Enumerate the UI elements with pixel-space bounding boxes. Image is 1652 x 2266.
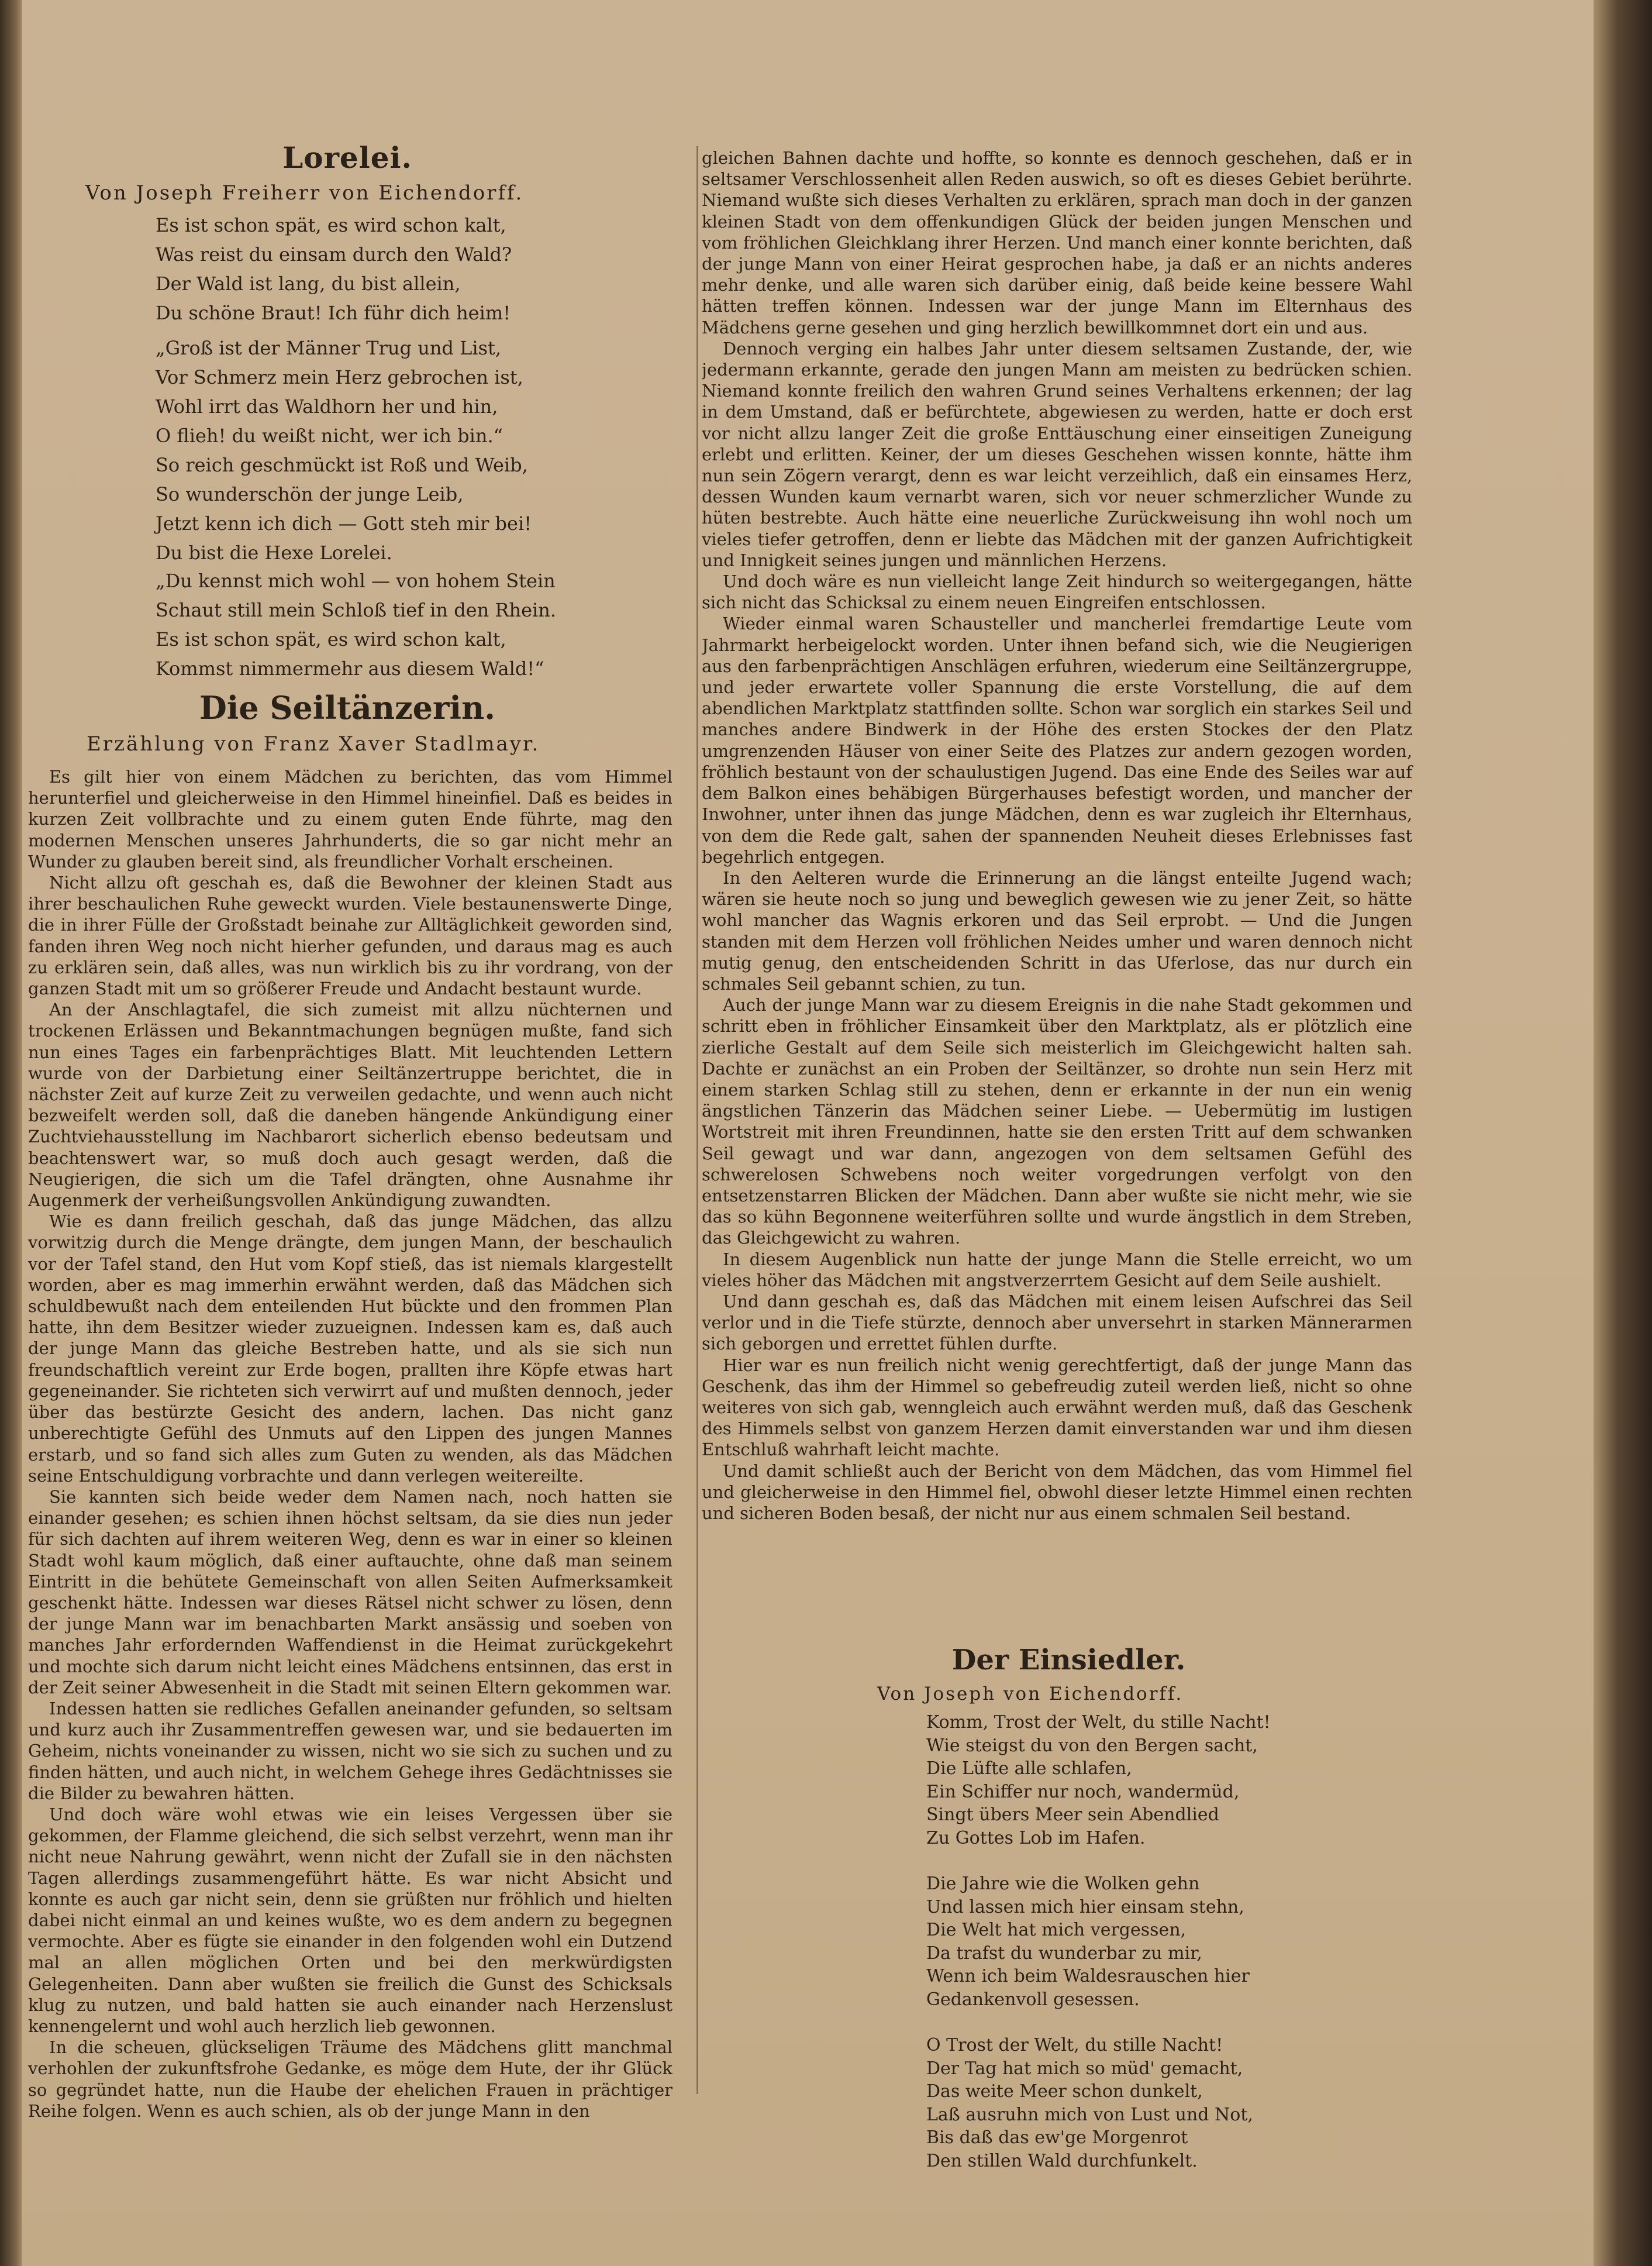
story-paragraph: Und damit schließt auch der Bericht von dem Mädchen, das vom Himmel fiel und gleicherweise in den Himmel fiel, obwohl dieser letzte Himmel einen rechten und sicheren Boden besaß, der nicht nur aus einem schmalen Seil bestand. [702,1461,1412,1523]
story-paragraph: Es gilt hier von einem Mädchen zu berichten, das vom Himmel herunterfiel und gleicherweise in den Himmel hineinfiel. Daß es beides in kurzen Zeit vollbrachte und zu einem guten Ende führte, mag den modernen Menschen unseres Jahrhunderts, die so gar nicht mehr an Wunder zu glauben bereit sind, als freundlicher Vorhalt erscheinen. [28,767,672,872]
column-divider [696,146,698,2094]
verse-line: Was reist du einsam durch den Wald? [156,243,512,266]
verse-line: Und lassen mich hier einsam stehn, [926,1896,1244,1917]
verse-line: Jetzt kenn ich dich — Gott steh mir bei! [156,512,532,535]
poem-title-einsiedler: Der Einsiedler. [951,1644,1186,1676]
story-paragraph: Sie kannten sich beide weder dem Namen nach, noch hatten sie einander gesehen; es schien ihnen höchst seltsam, da sie dies nun jeder für sich dachten auf ihrem weiteren Weg, denn es war in einer so kleinen Stadt wohl kaum möglich, daß einer auftauchte, ohne daß man seinem Eintritt in die behütete Gemeinschaft von allen Seiten Aufmerksamkeit geschenkt hätte. Indessen war dieses Rätsel nicht schwer zu lösen, denn der junge Mann war im benachbarten Markt ansässig und soeben von manches Jahr erfordernden Waffendienst in die Heimat zurückgekehrt und mochte sich darum nicht leicht eines Mädchens entsinnen, das erst in der Zeit seiner Abwesenheit in die Stadt mit seinen Eltern gekommen war. [28,1486,672,1697]
verse-line: Es ist schon spät, es wird schon kalt, [156,214,506,236]
book-spine-shadow [0,0,22,2266]
verse-line: Der Tag hat mich so müd' gemacht, [926,2058,1243,2079]
verse-line: Singt übers Meer sein Abendlied [926,1804,1219,1825]
verse-line: Gedankenvoll gesessen. [926,1989,1140,2010]
story-text-left [28,766,672,2122]
verse-line: Da trafst du wunderbar zu mir, [926,1943,1202,1964]
poem-author-loreley: Von Joseph Freiherr von Eichendorff. [85,181,524,205]
verse-line: Schaut still mein Schloß tief in den Rhein. [156,599,557,621]
loreley-stanza-4 [156,566,556,683]
verse-line: Wenn ich beim Waldesrauschen hier [926,1966,1250,1986]
story-paragraph: Indessen hatten sie redliches Gefallen aneinander gefunden, so seltsam und kurz auch ihr Zusammentreffen gewesen war, und sie bedauerten im Geheim, nichts voneinander zu wissen, nicht wo sie sich zu suchen und zu finden hätten, und auch nicht, in welchem Gehege ihres Gedächtnisses sie die Bilder zu bewahren hätten. [28,1698,672,1803]
story-paragraph: Auch der junge Mann war zu diesem Ereignis in die nahe Stadt gekommen und schritt eben in fröhlicher Einsamkeit über den Marktplatz, als er plötzlich eine zierliche Gestalt auf dem Seile sich meisterlich im Gleichgewicht halten sah. Dachte er zunächst an ein Proben der Seiltänzer, so drohte nun sein Herz mit einem starken Schlag still zu stehen, denn er erkannte in der nun ein wenig ängstlichen Tänzerin das Mädchen seiner Liebe. — Uebermütig im lustigen Wortstreit mit ihren Freundinnen, hatte sie den ersten Tritt auf dem schwanken Seil gewagt und war dann, angezogen von dem seltsamen Gefühl des schwerelosen Schwebens noch weiter vorgedrungen verfolgt von den entsetzenstarren Blicken der Mädchen. Dann aber wußte sie nicht mehr, wie sie das so kühn Begonnene weiterführen sollte und wurde ängstlich in dem Streben, das Gleichgewicht zu wahren. [702,995,1412,1248]
einsiedler-poem [926,1711,1271,2195]
verse-line: Komm, Trost der Welt, du stille Nacht! [926,1712,1271,1733]
loreley-stanza-2 [156,333,523,450]
story-author: Erzählung von Franz Xaver Stadlmayr. [87,732,540,756]
verse-line: Die Lüfte alle schlafen, [926,1758,1132,1779]
story-paragraph: gleichen Bahnen dachte und hoffte, so konnte es dennoch geschehen, daß er in seltsamer Verschlossenheit allen Reden auswich, so oft es dieses Gebiet berührte. Niemand wußte sich dieses Verhalten zu erklären, sprach man doch in der ganzen kleinen Stadt von dem offenkundigen Glück der beiden jungen Menschen und vom fröhlichen Gleichklang ihrer Herzen. Und manch einer konnte berichten, daß der junge Mann von einer Heirat gesprochen habe, ja daß er an nichts anderes mehr denke, und alle waren sich darüber einig, daß beide keine bessere Wahl hätten treffen können. Indessen war der junge Mann im Elternhaus des Mädchens gerne gesehen und ging herzlich bewillkommnet dort ein und aus. [702,148,1412,338]
story-paragraph: Dennoch verging ein halbes Jahr unter diesem seltsamen Zustande, der, wie jedermann erkannte, gerade den jungen Mann am meisten zu bedrücken schien. Niemand konnte freilich den wahren Grund seines Verhaltens erkennen; der lag in dem Umstand, daß er befürchtete, abgewiesen zu werden, hatte er doch erst vor nicht allzu langer Zeit die große Enttäuschung einer einseitigen Zuneigung erlebt und erlitten. Keiner, der um dieses Geschehen wissen konnte, hätte ihm nun sein Zögern verargt, denn es war leicht verzeihlich, daß ein einsames Herz, dessen Wunden kaum vernarbt waren, sich vor neuer schmerzlicher Wunde zu hüten bestrebte. Auch hätte eine neuerliche Zurückweisung ihn wohl noch um vieles tiefer getroffen, denn er liebte das Mädchen mit der ganzen Aufrichtigkeit und Innigkeit seines jungen und männlichen Herzens. [702,338,1412,570]
verse-line: Wie steigst du von den Bergen sacht, [926,1735,1258,1756]
poem-title-loreley: Lorelei. [282,140,412,175]
einsiedler-stanza-3 [926,2034,1271,2172]
verse-line: Du schöne Braut! Ich führ dich heim! [156,302,511,324]
story-paragraph: An der Anschlagtafel, die sich zumeist mit allzu nüchternen und trockenen Erlässen und Bekanntmachungen begnügen mußte, fand sich nun eines Tages ein farbenprächtiges Blatt. Mit leuchtenden Lettern wurde von der Darbietung einer Seiltänzertruppe berichtet, die in nächster Zeit auf kurze Zeit zu verweilen gedachte, und wenn auch nicht bezweifelt werden soll, daß die daneben hängende Ankündigung einer Zuchtviehausstellung im Nachbarort sicherlich ebenso bedeutsam und beachtenswert war, so muß doch auch gesagt werden, daß die Neugierigen, die sich um die Tafel drängten, ohne Ausnahme ihr Augenmerk der verheißungsvollen Ankündigung zuwandten. [28,1000,672,1211]
verse-line: Das weite Meer schon dunkelt, [926,2081,1203,2102]
story-paragraph: Hier war es nun freilich nicht wenig gerechtfertigt, daß der junge Mann das Geschenk, das ihm der Himmel so gebefreudig zuteil werden ließ, nicht so ohne weiteres von sich gab, wenngleich auch erwähnt werden muß, daß das Geschenk des Himmels selbst von ganzem Herzen damit einverstanden war und ihm diesen Entschluß wahrhaft leicht machte. [702,1355,1412,1460]
story-paragraph: In diesem Augenblick nun hatte der junge Mann die Stelle erreicht, wo um vieles höher das Mädchen mit angstverzerrtem Gesicht auf dem Seile aushielt. [702,1249,1412,1290]
left-column [22,0,672,2266]
story-paragraph: In die scheuen, glückseligen Träume des Mädchens glitt manchmal verhohlen der zukunftsfrohe Gedanke, es möge dem Hute, der ihr Glück so gegründet hatte, nun die Haube der ehelichen Frauen in prächtiger Reihe folgen. Wenn es auch schien, als ob der junge Mann in den [28,2037,672,2121]
book-edge-shadow [1594,0,1652,2266]
verse-line: Die Jahre wie die Wolken gehn [926,1874,1200,1894]
verse-line: Den stillen Wald durchfunkelt. [926,2150,1198,2171]
verse-line: So wunderschön der junge Leib, [156,483,464,505]
verse-line: Vor Schmerz mein Herz gebrochen ist, [156,366,523,388]
verse-line: Du bist die Hexe Lorelei. [156,542,392,564]
story-paragraph: Wie es dann freilich geschah, daß das junge Mädchen, das allzu vorwitzig durch die Menge drängte, dem jungen Mann, der beschaulich vor der Tafel stand, den Hut vom Kopf stieß, das ist niemals klargestellt worden, aber es mag immerhin erwähnt werden, daß das Mädchen sich schuldbewußt nach dem enteilenden Hut bückte und den frommen Plan hatte, ihn dem Besitzer wieder zuzueignen. Indessen kam es, daß auch der junge Mann das gleiche Bestreben hatte, und als sie sich nun freundschaftlich vereint zur Erde bogen, prallten ihre Köpfe etwas hart gegeneinander. Sie richteten sich verwirrt auf und mußten dennoch, jeder über das bestürzte Gesicht des andern, lachen. Das nicht ganz unberechtigte Gefühl des Unmuts auf den Lippen des jungen Mannes erstarb, und so fand sich alles zum Guten zu wenden, als das Mädchen seine Entschuldigung vorbrachte und dann verlegen weitereilte. [28,1211,672,1486]
verse-line: Es ist schon spät, es wird schon kalt, [156,628,506,650]
story-paragraph: Und doch wäre es nun vielleicht lange Zeit hindurch so weitergegangen, hätte sich nicht das Schicksal zu einem neuen Eingreifen entschlossen. [702,571,1412,613]
verse-line: Bis daß das ew'ge Morgenrot [926,2127,1188,2148]
verse-line: Laß ausruhn mich von Lust und Not, [926,2104,1253,2125]
story-paragraph: Nicht allzu oft geschah es, daß die Bewohner der kleinen Stadt aus ihrer beschaulichen Ruhe geweckt wurden. Viele bestaunenswerte Dinge, die in ihrer Fülle der Großstadt beinahe zur Alltäglichkeit geworden sind, fanden ihren Weg noch nicht hierher gefunden, und daraus mag es auch zu erklären sein, daß alles, was nun wirklich bis zu ihr vordrang, von der ganzen Stadt mit um so größerer Freude und Andacht bestaunt wurde. [28,873,672,999]
story-paragraph: Wieder einmal waren Schausteller und mancherlei fremdartige Leute vom Jahrmarkt herbeigelockt worden. Unter ihnen befand sich, wie die Neugierigen aus den farbenprächtigen Anschlägen erfuhren, wiederum eine Seiltänzergruppe, und jeder erwartete voller Spannung die erste Vorstellung, die auf dem abendlichen Marktplatz stattfinden sollte. Schon war sorglich ein starkes Seil und manches andere Bindwerk in der Höhe des ersten Stockes der den Platz umgrenzenden Häuser von einer Seite des Platzes zur andern gezogen worden, fröhlich bestaunt von der schaulustigen Jugend. Das eine Ende des Seiles war auf dem Balkon eines behäbigen Bürgerhauses befestigt worden, und mancher der Inwohner, unter ihnen das junge Mädchen, denn es war zugleich ihr Elternhaus, von dem die Rede galt, sahen der spannenden Neuheit dieses Erlebnisses fast begehrlich entgegen. [702,614,1412,867]
verse-line: O flieh! du weißt nicht, wer ich bin.“ [156,425,503,447]
loreley-stanza-3 [156,450,532,567]
verse-line: So reich geschmückt ist Roß und Weib, [156,454,528,476]
story-title: Die Seiltänzerin. [199,689,496,726]
loreley-stanza-1 [156,211,512,328]
right-column [702,0,1436,2266]
verse-line: Wohl irrt das Waldhorn her und hin, [156,395,498,418]
story-paragraph: Und dann geschah es, daß das Mädchen mit einem leisen Aufschrei das Seil verlor und in die Tiefe stürzte, dennoch aber unversehrt in starken Männerarmen sich geborgen und errettet fühlen durfte. [702,1291,1412,1354]
story-paragraph: In den Aelteren wurde die Erinnerung an die längst enteilte Jugend wach; wären sie heute noch so jung und beweglich gewesen wie zu jener Zeit, so hätte wohl mancher das Wagnis erkoren und das Seil erprobt. — Und die Jungen standen mit dem Herzen voll fröhlichen Neides umher und waren dennoch nicht mutig genug, den entscheidenden Schritt in das Uferlose, das nur durch ein schmales Seil gebannt schien, zu tun. [702,867,1412,994]
verse-line: Ein Schiffer nur noch, wandermüd, [926,1781,1240,1802]
verse-line: Die Welt hat mich vergessen, [926,1920,1187,1940]
poem-author-einsiedler: Von Joseph von Eichendorff. [877,1683,1184,1704]
story-paragraph: Und doch wäre wohl etwas wie ein leises Vergessen über sie gekommen, der Flamme gleichend, die sich selbst verzehrt, wenn man ihr nicht neue Nahrung gewährt, wenn nicht der Zufall sie in den nächsten Tagen allerdings zusammengeführt hätte. Es war nicht Absicht und konnte es auch gar nicht sein, denn sie grüßten nur fröhlich und hielten dabei nicht einmal an und keines wußte, wo es dem andern zu begegnen vermochte. Aber es fügte sie einander in den folgenden wohl ein Dutzend mal an allen möglichen Orten und bei den merkwürdigsten Gelegenheiten. Dann aber wußten sie freilich die Gunst des Schicksals klug zu nutzen, und bald hatten sie auch einander nach Herzenslust kennengelernt und wohl auch herzlich lieb gewonnen. [28,1804,672,2036]
newspaper-page [22,0,1594,2266]
verse-line: „Du kennst mich wohl — von hohem Stein [156,570,556,592]
einsiedler-stanza-2 [926,1872,1271,2011]
verse-line: „Groß ist der Männer Trug und List, [156,337,502,359]
story-text-right [702,147,1412,1524]
verse-line: O Trost der Welt, du stille Nacht! [926,2035,1223,2055]
einsiedler-stanza-1 [926,1711,1271,1850]
verse-line: Der Wald ist lang, du bist allein, [156,273,461,295]
verse-line: Kommst nimmermehr aus diesem Wald!“ [156,657,544,680]
verse-line: Zu Gottes Lob im Hafen. [926,1827,1146,1848]
